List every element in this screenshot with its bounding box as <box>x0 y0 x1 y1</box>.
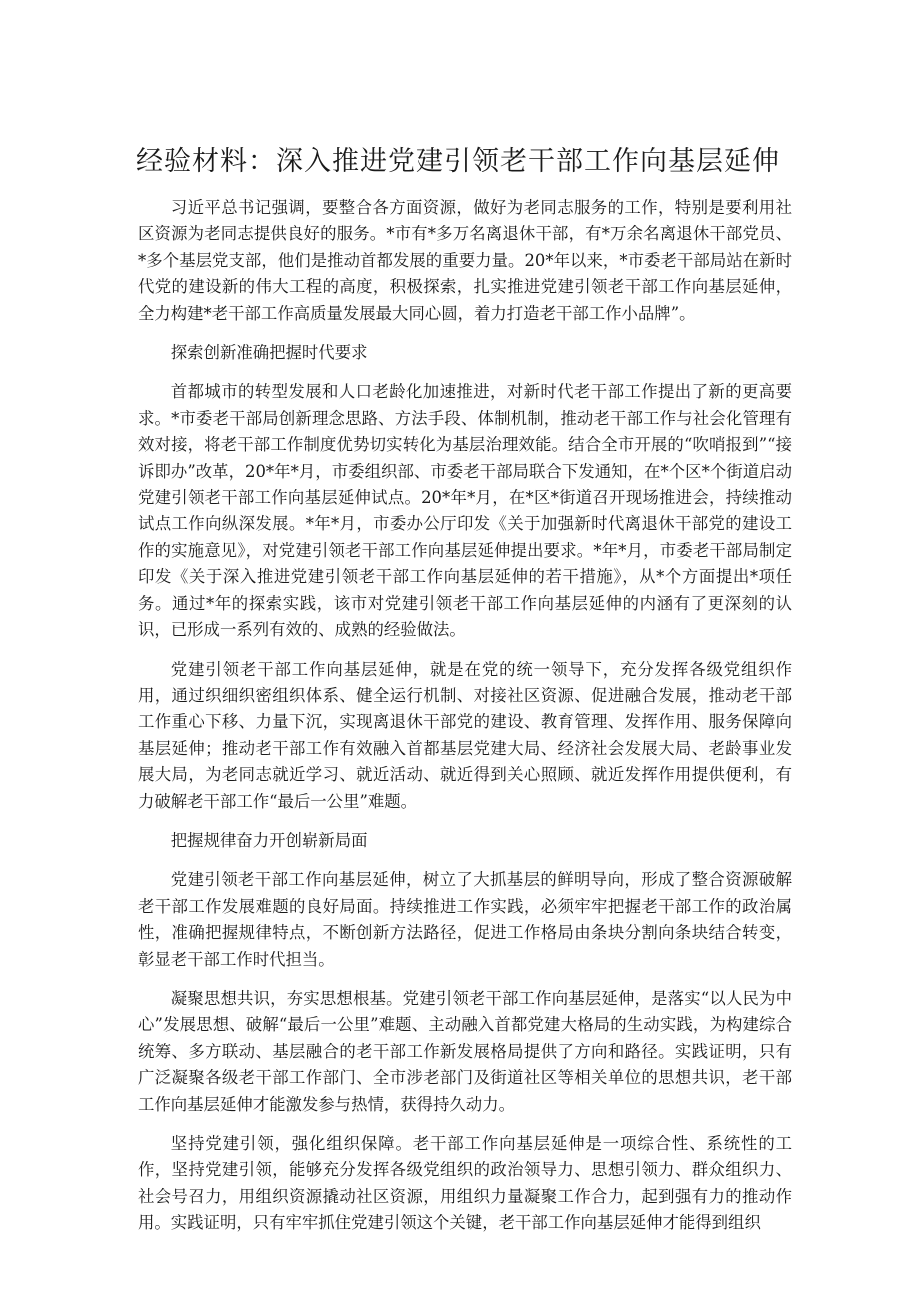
document-body <box>138 195 792 1250</box>
section-heading-explore: 探索创新准确把握时代要求 <box>170 343 368 363</box>
paragraph-intro: 习近平总书记强调，要整合各方面资源，做好为老同志服务的工作，特别是要利用社区资源为老同志提供良好的服务。*市有*多万名离退休干部，有*万余名离退休干部党员、*多个基层党支部，他们是推动首都发展的重要力量。20*年以来，*市委老干部局站在新时代党的建设新的伟大工程的高度，积极探索，扎实推进党建引领老干部工作向基层延伸，全力构建*老干部工作高质量发展最大同心圆，着力打造老干部工作小品牌”。 <box>138 198 792 323</box>
section-heading-grasp: 把握规律奋力开创崭新局面 <box>170 830 368 850</box>
document-title: 经验材料：深入推进党建引领老干部工作向基层延伸 <box>136 146 780 177</box>
paragraph-explore-2: 党建引领老干部工作向基层延伸，就是在党的统一领导下，充分发挥各级党组织作用，通过织细织密组织体系、健全运行机制、对接社区资源、促进融合发展，推动老干部工作重心下移、力量下沉，实现离退休干部党的建设、教育管理、发挥作用、服务保障向基层延伸；推动老干部工作有效融入首都基层党建大局、经济社会发展大局、老龄事业发展大局，为老同志就近学习、就近活动、就近得到关心照顾、就近发挥作用提供便利，有力破解老干部工作“最后一公里”难题。 <box>138 659 792 811</box>
paragraph-grasp-1: 党建引领老干部工作向基层延伸，树立了大抓基层的鲜明导向，形成了整合资源破解老干部工作发展难题的良好局面。持续推进工作实践，必须牢牢把握老干部工作的政治属性，准确把握规律特点，不断创新方法路径，促进工作格局由条块分割向条块结合转变，彰显老干部工作时代担当。 <box>138 870 792 969</box>
paragraph-explore-1: 首都城市的转型发展和人口老龄化加速推进，对新时代老干部工作提出了新的更高要求。*市委老干部局创新理念思路、方法手段、体制机制，推动老干部工作与社会化管理有效对接，将老干部工作制度优势切实转化为基层治理效能。结合全市开展的“吹哨报到”“接诉即办”改革，20*年*月，市委组织部、市委老干部局联合下发通知，在*个区*个街道启动党建引领老干部工作向基层延伸试点。20*年*月，在*区*街道召开现场推进会，持续推动试点工作向纵深发展。*年*月，市委办公厅印发《关于加强新时代离退休干部党的建设工作的实施意见》，对党建引领老干部工作向基层延伸提出要求。*年*月，市委老干部局制定印发《关于深入推进党建引领老干部工作向基层延伸的若干措施》，从*个方面提出*项任务。通过*年的探索实践，该市对党建引领老干部工作向基层延伸的内涵有了更深刻的认识，已形成一系列有效的、成熟的经验做法。 <box>138 382 792 640</box>
paragraph-party-leadership: 坚持党建引领，强化组织保障。老干部工作向基层延伸是一项综合性、系统性的工作，坚持党建引领，能够充分发挥各级党组织的政治领导力、思想引领力、群众组织力、社会号召力，用组织资源撬动社区资源，用组织力量凝聚工作合力，起到强有力的推动作用。实践证明，只有牢牢抓住党建引领这个关键，老干部工作向基层延伸才能得到组织 <box>138 1134 792 1233</box>
paragraph-consensus: 凝聚思想共识，夯实思想根基。党建引领老干部工作向基层延伸，是落实“以人民为中心”发展思想、破解“最后一公里”难题、主动融入首都党建大格局的生动实践，为构建综合统筹、多方联动、基层融合的老干部工作新发展格局提供了方向和路径。实践证明，只有广泛凝聚各级老干部工作部门、全市涉老部门及街道社区等相关单位的思想共识，老干部工作向基层延伸才能激发参与热情，获得持久动力。 <box>138 988 792 1114</box>
